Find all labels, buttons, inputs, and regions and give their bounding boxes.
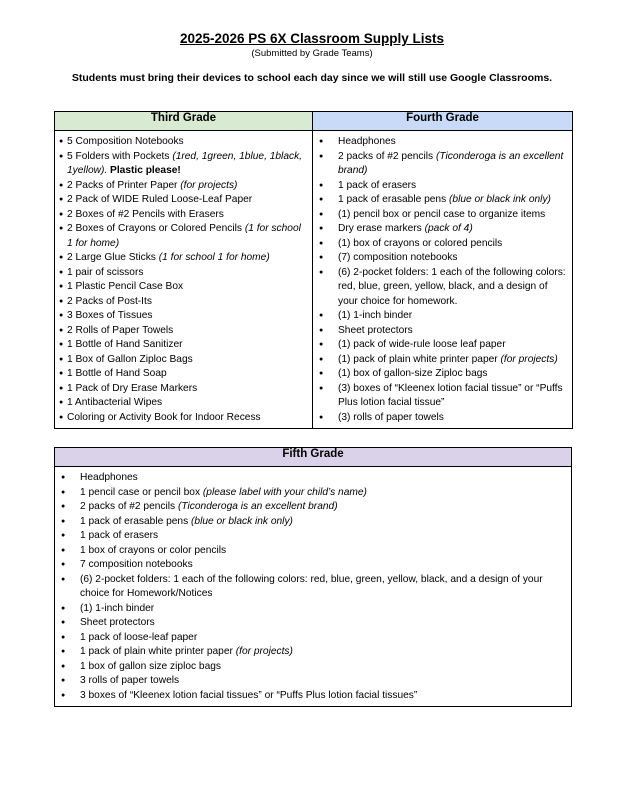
supply-item-text: 1 Bottle of Hand Soap [67,368,167,379]
supply-item [59,251,308,266]
supply-item-text: 2 Boxes of Crayons or Colored Pencils [67,223,245,234]
fifth-grade-heading: Fifth Grade [55,448,572,467]
supply-item-text: 3 Boxes of Tissues [67,310,153,321]
supply-item [317,324,568,339]
fourth-grade-heading: Fourth Grade [313,112,573,131]
supply-item-text: 7 composition notebooks [80,559,193,570]
supply-item-text: 1 pencil case or pencil box [80,486,203,498]
supply-item [317,367,568,382]
third-fourth-grade-table [54,111,573,429]
supply-item [59,324,308,339]
supply-item-note: (Ticonderoga is an excellent brand) [177,501,338,512]
supply-item-text: 2 Packs of Printer Paper [67,179,181,191]
page-title: 2025-2026 PS 6X Classroom Supply Lists [179,31,445,46]
supply-item-text: 1 Pack of Dry Erase Markers [67,382,198,394]
supply-item-text: 2 Packs of Post-Its [67,295,152,307]
supply-item [59,515,567,530]
supply-item-note: (please label with your child’s name) [202,486,367,498]
supply-item [59,382,308,397]
supply-item [59,280,308,295]
supply-item [59,631,567,646]
supply-item-text: Dry erase markers [338,223,425,234]
supply-item [317,237,568,252]
supply-item [59,645,567,660]
supply-item-text: 1 pack of erasable pens [80,515,192,527]
supply-item-text: (6) 2-pocket folders: 1 each of the following colors: red, blue, green, yellow, black, and a design of your choice for Homework/Notices [80,573,543,599]
supply-item-text: 1 pack of erasable pens [338,194,450,205]
supply-item-note: (for projects) [235,646,293,657]
supply-item-text: Headphones [338,136,396,147]
supply-item-text: Coloring or Activity Book for Indoor Recess [67,411,261,423]
supply-item-text: 1 Bottle of Hand Sanitizer [67,339,183,350]
supply-item [59,266,308,281]
supply-item-text: 1 pack of loose-leaf paper [80,631,198,643]
supply-item-note: (for projects) [500,353,558,365]
supply-item-text: Sheet protectors [338,324,413,336]
supply-item-text: 2 packs of #2 pencils [80,501,178,512]
supply-item-text: 2 Large Glue Sticks [67,252,159,263]
supply-item [317,338,568,353]
supply-item [59,396,308,411]
supply-item-text: 5 Folders with Pockets [67,150,173,162]
supply-item [59,529,567,544]
third-grade-list [59,135,308,425]
fifth-grade-cell [55,467,572,707]
page-subtitle: (Submitted by Grade Teams) [251,48,373,59]
supply-item [317,193,568,208]
supply-item [59,193,308,208]
supply-item-text: 1 Box of Gallon Ziploc Bags [67,353,193,365]
supply-item-note: (1 for school 1 for home) [158,252,270,263]
supply-item-text: Sheet protectors [80,617,155,628]
fifth-grade-list [59,471,567,703]
supply-item [59,544,567,559]
supply-item [59,486,567,501]
supply-item-text: 1 pack of erasers [338,179,417,191]
supply-item-emphasis: Plastic please! [107,165,181,176]
supply-item [59,295,308,310]
supply-item-text: (1) box of crayons or colored pencils [338,237,503,249]
supply-item-text: (1) 1-inch binder [80,602,155,614]
supply-item [59,353,308,368]
supply-item-text: (3) boxes of “Kleenex lotion facial tissue” or “Puffs Plus lotion facial tissue” [338,382,563,408]
supply-item-text: 5 Composition Notebooks [67,136,184,147]
supply-item [317,208,568,223]
supply-item-note: (1red, 1green, 1blue, 1black, 1yellow). [67,150,303,176]
supply-item-text: 1 pair of scissors [67,266,144,278]
supply-item [59,602,567,617]
supply-item [317,135,568,150]
supply-item [317,353,568,368]
supply-item [59,674,567,689]
supply-item [59,689,567,704]
supply-item [59,573,567,602]
supply-item-text: (7) composition notebooks [338,252,458,263]
supply-item [59,500,567,515]
supply-item [59,558,567,573]
supply-item-text: 1 box of crayons or color pencils [80,544,227,556]
supply-item-text: 3 boxes of “Kleenex lotion facial tissues” or “Puffs Plus lotion facial tissues” [80,689,418,701]
supply-item [317,222,568,237]
supply-item-text: (1) 1-inch binder [338,310,413,321]
supply-item-text: Headphones [80,472,138,483]
supply-item [317,309,568,324]
supply-item-text: 2 Rolls of Paper Towels [67,324,174,336]
third-grade-heading: Third Grade [55,112,313,131]
supply-item [59,471,567,486]
supply-item [317,382,568,411]
fifth-grade-table [54,447,572,707]
supply-item-text: (6) 2-pocket folders: 1 each of the following colors: red, blue, green, yellow, black, and a design of your choice for homework. [338,266,566,307]
supply-item [59,309,308,324]
supply-item [59,616,567,631]
supply-item-note: (Ticonderoga is an excellent brand) [338,150,564,176]
supply-item [59,660,567,675]
supply-item [317,266,568,310]
supply-item [59,222,308,251]
supply-item-note: (blue or black ink only) [449,194,551,205]
supply-item [317,179,568,194]
fourth-grade-cell [313,131,573,429]
supply-item-text: (3) rolls of paper towels [338,411,444,423]
supply-item-text: 2 packs of #2 pencils [338,150,436,162]
supply-item-note: (for projects) [180,179,238,191]
supply-item-text: 1 Antibacterial Wipes [67,397,163,408]
supply-item-text: (1) box of gallon-size Ziploc bags [338,368,488,379]
supply-item-text: 3 rolls of paper towels [80,675,180,686]
supply-item [59,338,308,353]
supply-item [317,150,568,179]
supply-item [317,251,568,266]
fourth-grade-list [317,135,568,425]
supply-item-text: 1 pack of erasers [80,530,159,541]
supply-item [59,150,308,179]
supply-item [59,411,308,426]
supply-item [59,135,308,150]
supply-item-text: (1) pack of plain white printer paper [338,353,501,365]
supply-item-text: (1) pack of wide-rule loose leaf paper [338,339,506,350]
third-grade-cell [55,131,313,429]
supply-item [59,367,308,382]
supply-item-text: 1 box of gallon size ziploc bags [80,660,222,672]
supply-item-note: (pack of 4) [424,223,473,234]
supply-item-note: (1 for school 1 for home) [67,223,301,249]
supply-item-text: (1) pencil box or pencil case to organize items [338,208,546,220]
supply-item [59,179,308,194]
supply-item-text: 2 Boxes of #2 Pencils with Erasers [67,208,224,220]
supply-item-text: 1 Plastic Pencil Case Box [67,281,184,292]
supply-item-text: 2 Pack of WIDE Ruled Loose-Leaf Paper [67,194,253,205]
supply-item-text: 1 pack of plain white printer paper [80,646,236,657]
supply-item [317,411,568,426]
supply-item-note: (blue or black ink only) [191,515,293,527]
supply-item [59,208,308,223]
device-notice: Students must bring their devices to school each day since we will still use Google Classrooms. [71,72,553,84]
